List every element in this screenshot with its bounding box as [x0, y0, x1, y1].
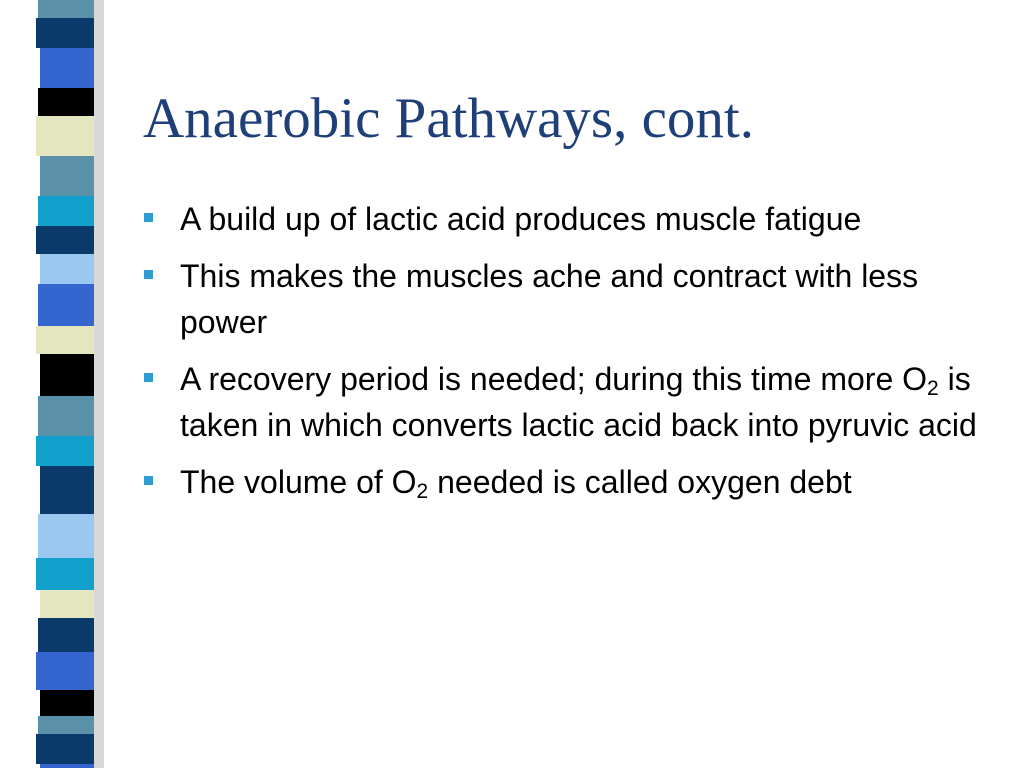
stripe-band [38, 618, 94, 652]
stripe-band [38, 196, 94, 226]
stripe-band [40, 354, 94, 396]
bullet-item [143, 253, 1013, 345]
stripe-band [40, 764, 94, 768]
stripe-band [38, 88, 94, 116]
stripe-band [40, 590, 94, 618]
stripe-band [36, 326, 94, 354]
stripe-band [36, 18, 94, 48]
stripe-band [36, 116, 94, 156]
square-bullet-icon [144, 270, 153, 279]
stripe-band [36, 734, 94, 764]
bullet-text: The volume of $O_2$ needed is called oxygen debt [180, 464, 852, 503]
stripe-band [40, 48, 94, 88]
square-bullet-icon [144, 476, 153, 485]
decorative-stripe [0, 0, 120, 768]
subscript: 2 [927, 377, 939, 400]
bullet-text: A build up of lactic acid produces muscle fatigue [180, 201, 862, 237]
bullet-text: A recovery period is needed; during this time more $O_2$ is taken in which converts lactic acid back into pyruvic acid [180, 361, 977, 443]
square-bullet-icon [144, 373, 153, 382]
stripe-band [40, 156, 94, 196]
subscript: 2 [416, 480, 429, 503]
stripe-band [40, 466, 94, 514]
bullet-item [143, 196, 1013, 242]
stripe-band [36, 558, 94, 590]
stripe-band [38, 284, 94, 326]
square-bullet-icon [144, 213, 153, 222]
bullet-item [143, 356, 1013, 448]
bullet-text: This makes the muscles ache and contract with less power [180, 258, 919, 340]
bullet-item [143, 459, 1013, 505]
stripe-band [38, 0, 94, 18]
stripe-band [36, 652, 94, 690]
stripe-band [38, 396, 94, 436]
bullet-list [143, 196, 1013, 516]
stripe-band [38, 716, 94, 734]
stripe-band [36, 226, 94, 254]
stripe-band [36, 436, 94, 466]
slide-title: Anaerobic Pathways, cont. [143, 87, 754, 150]
stripe-band [40, 254, 94, 284]
stripe-band [38, 514, 94, 558]
stripe-band [40, 690, 94, 716]
